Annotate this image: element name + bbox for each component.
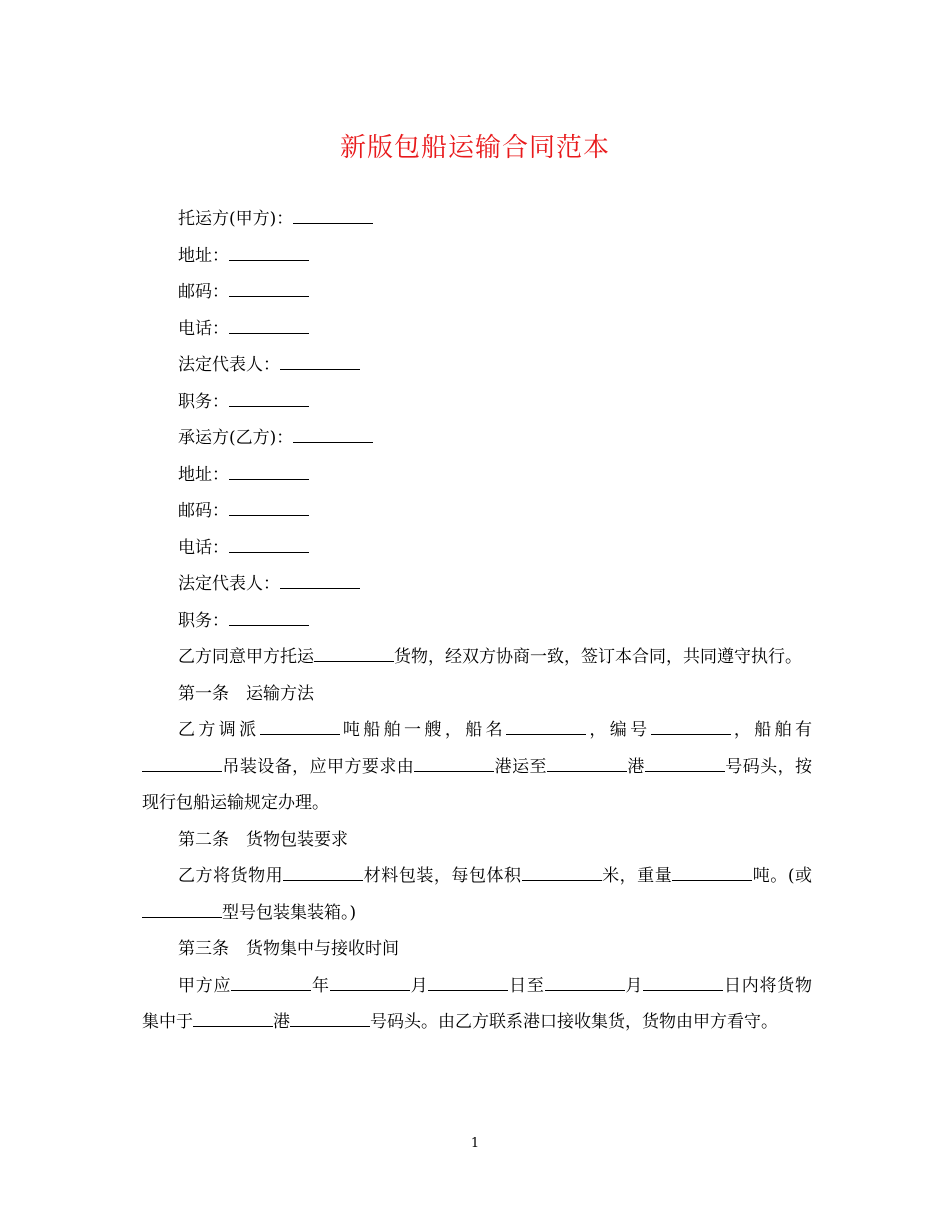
party-a-address-line: 地址： <box>142 238 812 275</box>
article-2-heading: 第二条 货物包装要求 <box>178 829 348 850</box>
party-b-postcode-line: 邮码： <box>142 493 812 530</box>
blank-line <box>193 1012 273 1027</box>
blank-line <box>293 428 373 443</box>
blank-line <box>283 866 363 881</box>
party-b-label-line: 承运方(乙方)： <box>142 420 812 457</box>
blank-line <box>645 757 725 772</box>
blank-line <box>428 976 508 991</box>
blank-line <box>545 976 625 991</box>
intro-paragraph: 乙方同意甲方托运 货物，经双方协商一致，签订本合同，共同遵守执行。 <box>178 647 802 667</box>
blank-line <box>142 903 222 918</box>
blank-line <box>293 209 373 224</box>
article-1-text: 乙方调派 吨船舶一艘，船名 ，编号 ，船舶有吊装设备，应甲方要求由 港运至 港 号码头，按现行包船运输规定办理。 <box>142 720 813 813</box>
blank-line <box>229 465 309 480</box>
party-a-legal-rep-line: 法定代表人： <box>142 347 812 384</box>
blank-line <box>672 866 752 881</box>
document-title: 新版包船运输合同范本 <box>339 133 610 163</box>
blank-line <box>643 976 723 991</box>
blank-line <box>506 720 586 735</box>
blank-line <box>280 355 360 370</box>
blank-line <box>229 501 309 516</box>
page-number: 1 <box>470 1136 480 1151</box>
document-body <box>142 201 812 1041</box>
party-b-legal-rep-line: 法定代表人： <box>142 566 812 603</box>
blank-line <box>229 246 309 261</box>
blank-line <box>142 757 222 772</box>
blank-line <box>229 392 309 407</box>
article-3-heading: 第三条 货物集中与接收时间 <box>178 939 399 959</box>
blank-line <box>522 866 602 881</box>
blank-line <box>290 1012 370 1027</box>
party-a-phone-line: 电话： <box>142 311 812 348</box>
article-1-heading: 第一条 运输方法 <box>178 683 314 704</box>
party-a-label-line: 托运方(甲方)： <box>142 201 812 238</box>
blank-line <box>229 319 309 334</box>
party-b-phone-line: 电话： <box>142 530 812 567</box>
article-2-text: 乙方将货物用 材料包装，每包体积 米，重量 吨。(或型号包装集装箱。) <box>142 858 812 931</box>
blank-line <box>651 720 731 735</box>
blank-line <box>314 647 394 662</box>
blank-line <box>260 720 340 735</box>
blank-line <box>231 976 311 991</box>
party-a-position-line: 职务： <box>142 384 812 421</box>
blank-line <box>280 574 360 589</box>
party-b-position-line: 职务： <box>142 603 812 640</box>
blank-line <box>229 611 309 626</box>
party-b-address-line: 地址： <box>142 457 812 494</box>
blank-line <box>330 976 410 991</box>
blank-line <box>229 538 309 553</box>
blank-line <box>414 757 494 772</box>
blank-line <box>547 757 627 772</box>
article-3-text: 甲方应 年 月 日至 月 日内将货物集中于 港 号码头。由乙方联系港口接收集货，货物由甲方看守。 <box>142 975 813 1032</box>
blank-line <box>229 282 309 297</box>
party-a-postcode-line: 邮码： <box>142 274 812 311</box>
